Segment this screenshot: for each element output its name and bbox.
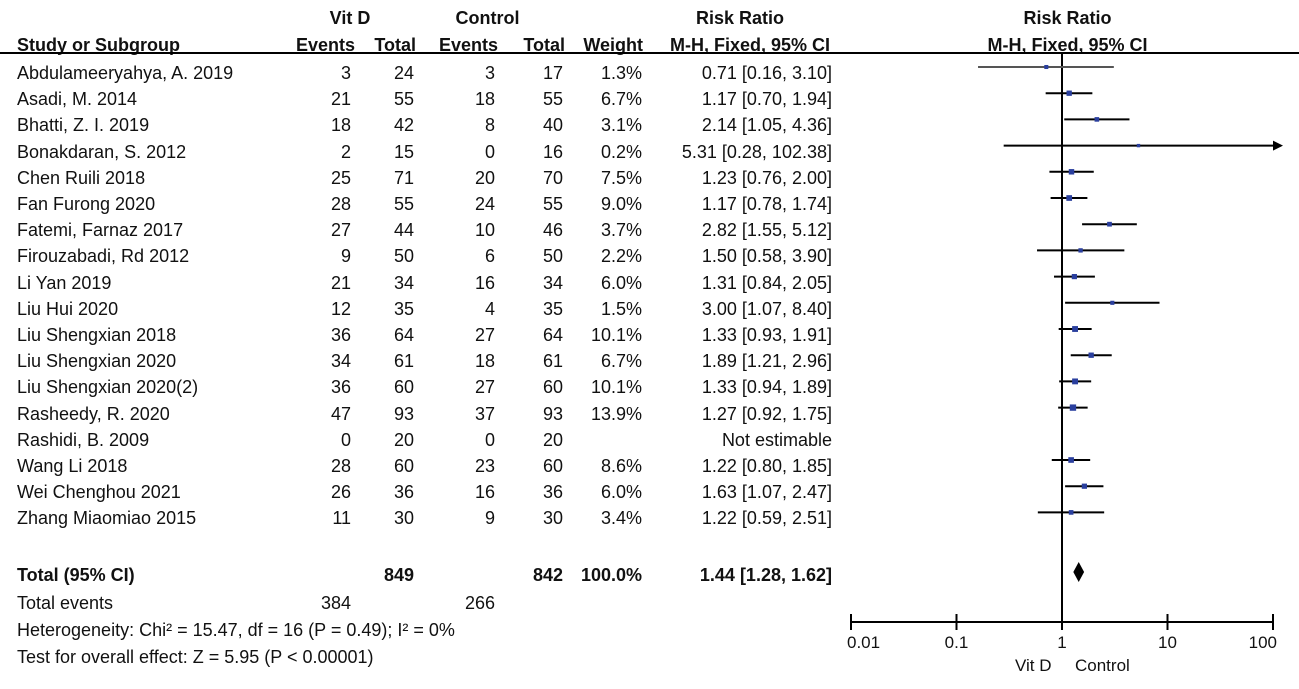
study-name: Liu Shengxian 2020(2) xyxy=(17,377,199,398)
weight: 13.9% xyxy=(590,403,642,424)
weight: 9.0% xyxy=(600,194,642,214)
events-vitd: 21 xyxy=(330,272,351,293)
effect-marker xyxy=(1072,378,1078,384)
group-header-vitd: Vit D xyxy=(329,8,371,28)
total-weight: 100.0% xyxy=(580,565,642,585)
risk-ratio-ci: Not estimable xyxy=(721,429,832,450)
study-name: Rasheedy, R. 2020 xyxy=(17,403,170,424)
group-header-control: Control xyxy=(455,8,520,28)
total-vitd: 60 xyxy=(393,456,414,476)
risk-ratio-ci: 1.23 [0.76, 2.00] xyxy=(701,167,832,188)
risk-ratio-ci: 2.82 [1.55, 5.12] xyxy=(701,220,832,241)
weight: 6.0% xyxy=(600,482,642,503)
total-control: 40 xyxy=(542,115,563,136)
group-header-risk-ratio-plot: Risk Ratio xyxy=(1023,8,1112,28)
events-control: 0 xyxy=(484,429,495,450)
overall-effect-text: Test for overall effect: Z = 5.95 (P < 0.00001) xyxy=(17,647,374,667)
effect-marker xyxy=(1068,457,1074,463)
events-vitd: 28 xyxy=(330,194,351,214)
events-vitd: 28 xyxy=(330,456,351,476)
effect-marker xyxy=(1066,195,1072,201)
effect-marker xyxy=(1044,65,1048,69)
total-control: 35 xyxy=(542,298,563,319)
events-control: 23 xyxy=(474,456,495,476)
effect-marker xyxy=(1095,117,1100,122)
weight: 10.1% xyxy=(590,377,642,398)
total-control: 55 xyxy=(542,194,563,214)
weight: 3.7% xyxy=(600,220,642,241)
study-name: Fatemi, Farnaz 2017 xyxy=(17,220,184,241)
events-vitd: 11 xyxy=(332,508,351,529)
events-control: 24 xyxy=(474,194,495,214)
axis-tick-label: 1 xyxy=(1057,633,1067,652)
effect-marker xyxy=(1089,353,1094,358)
favours-control-label: Control xyxy=(1075,656,1130,675)
events-control: 10 xyxy=(474,220,495,241)
weight: 6.7% xyxy=(600,351,642,372)
events-control: 18 xyxy=(474,351,495,372)
axis-tick-label: 10 xyxy=(1158,633,1177,652)
total-control: 34 xyxy=(542,272,563,293)
total-control: 16 xyxy=(542,141,563,162)
events-control: 37 xyxy=(474,403,495,424)
study-name: Bonakdaran, S. 2012 xyxy=(17,141,187,162)
study-name: Liu Shengxian 2020 xyxy=(17,351,177,372)
header-method-plot: M-H, Fixed, 95% CI xyxy=(987,35,1148,55)
total-vitd: 71 xyxy=(393,167,414,188)
risk-ratio-ci: 1.27 [0.92, 1.75] xyxy=(701,403,832,424)
total-ci: 1.44 [1.28, 1.62] xyxy=(699,565,832,585)
header-total-control: Total xyxy=(523,35,565,55)
total-control: 46 xyxy=(542,220,563,241)
effect-marker xyxy=(1110,301,1114,305)
events-vitd: 25 xyxy=(330,167,351,188)
study-name: Zhang Miaomiao 2015 xyxy=(17,508,197,529)
total-control: 70 xyxy=(542,167,563,188)
weight: 8.6% xyxy=(600,456,642,476)
events-control: 4 xyxy=(484,298,495,319)
total-label: Total (95% CI) xyxy=(17,565,135,585)
total-control: 17 xyxy=(542,63,563,83)
events-vitd: 36 xyxy=(330,325,351,345)
total-control: 55 xyxy=(542,89,563,110)
events-vitd: 3 xyxy=(340,63,351,83)
favours-vitd-label: Vit D xyxy=(1015,656,1052,675)
events-vitd: 34 xyxy=(330,351,351,372)
risk-ratio-ci: 1.89 [1.21, 2.96] xyxy=(701,351,832,372)
total-vitd: 35 xyxy=(393,298,414,319)
total-vitd: 55 xyxy=(393,194,414,214)
events-control: 27 xyxy=(474,377,495,398)
events-vitd: 47 xyxy=(330,403,351,424)
header-method-table: M-H, Fixed, 95% CI xyxy=(669,35,831,55)
total-vitd: 55 xyxy=(393,89,414,110)
events-vitd: 0 xyxy=(340,429,351,450)
total-vitd: 42 xyxy=(393,115,414,136)
total-vitd: 64 xyxy=(393,325,414,345)
axis-tick-label: 0.01 xyxy=(847,633,881,652)
effect-marker xyxy=(1069,169,1074,174)
effect-marker xyxy=(1067,91,1072,96)
risk-ratio-ci: 1.17 [0.70, 1.94] xyxy=(701,89,832,110)
study-name: Abdulameeryahya, A. 2019 xyxy=(17,63,234,83)
weight: 7.5% xyxy=(600,167,642,188)
events-control: 18 xyxy=(474,89,495,110)
study-name: Fan Furong 2020 xyxy=(17,194,156,214)
weight: 1.3% xyxy=(600,63,642,83)
total-vitd: 60 xyxy=(393,377,414,398)
total-control: 60 xyxy=(542,377,563,398)
total-control: 50 xyxy=(542,246,563,267)
total-vitd: 36 xyxy=(393,482,414,503)
group-header-risk-ratio-table: Risk Ratio xyxy=(695,8,785,28)
events-control: 0 xyxy=(484,141,495,162)
risk-ratio-ci: 1.63 [1.07, 2.47] xyxy=(701,482,832,503)
total-vitd: 24 xyxy=(393,63,414,83)
weight: 3.1% xyxy=(600,115,642,136)
total-vitd: 20 xyxy=(393,429,414,450)
total-control: 60 xyxy=(542,456,563,476)
risk-ratio-ci: 1.33 [0.93, 1.91] xyxy=(701,325,832,345)
total-control: 842 xyxy=(532,565,563,585)
effect-marker xyxy=(1072,326,1078,332)
weight: 3.4% xyxy=(600,508,642,529)
header-total-vitd: Total xyxy=(374,35,416,55)
events-control: 9 xyxy=(484,508,495,529)
study-name: Li Yan 2019 xyxy=(17,272,112,293)
events-control: 27 xyxy=(474,325,495,345)
total-vitd: 849 xyxy=(383,565,414,585)
study-name: Firouzabadi, Rd 2012 xyxy=(17,246,190,267)
study-name: Bhatti, Z. I. 2019 xyxy=(17,115,150,136)
weight: 0.2% xyxy=(600,141,642,162)
risk-ratio-ci: 2.14 [1.05, 4.36] xyxy=(701,115,832,136)
axis-tick-label: 100 xyxy=(1248,633,1277,652)
total-control: 20 xyxy=(542,429,563,450)
events-vitd: 27 xyxy=(330,220,351,241)
total-control: 30 xyxy=(542,508,563,529)
study-name: Chen Ruili 2018 xyxy=(17,167,146,188)
risk-ratio-ci: 1.22 [0.59, 2.51] xyxy=(701,508,832,529)
events-vitd: 2 xyxy=(340,141,351,162)
header-events-control: Events xyxy=(438,35,498,55)
events-vitd: 21 xyxy=(330,89,351,110)
header-weight: Weight xyxy=(583,35,643,55)
pooled-diamond xyxy=(1073,562,1084,582)
header-events-vitd: Events xyxy=(295,35,355,55)
heterogeneity-text: Heterogeneity: Chi² = 15.47, df = 16 (P = 0.49); I² = 0% xyxy=(17,620,455,640)
risk-ratio-ci: 1.33 [0.94, 1.89] xyxy=(701,377,832,398)
effect-marker xyxy=(1082,484,1087,489)
total-vitd: 50 xyxy=(393,246,414,267)
effect-marker xyxy=(1072,274,1077,279)
risk-ratio-ci: 1.17 [0.78, 1.74] xyxy=(701,194,832,214)
weight: 2.2% xyxy=(600,246,642,267)
total-control: 36 xyxy=(542,482,563,503)
events-vitd: 18 xyxy=(330,115,351,136)
total-events-vitd: 384 xyxy=(320,593,351,613)
header-study: Study or Subgroup xyxy=(17,35,180,55)
study-name: Liu Hui 2020 xyxy=(17,298,119,319)
risk-ratio-ci: 3.00 [1.07, 8.40] xyxy=(701,298,832,319)
total-vitd: 30 xyxy=(393,508,414,529)
total-events-label: Total events xyxy=(17,593,114,613)
study-name: Asadi, M. 2014 xyxy=(17,89,138,110)
effect-marker xyxy=(1107,222,1112,227)
total-vitd: 44 xyxy=(393,220,414,241)
risk-ratio-ci: 1.50 [0.58, 3.90] xyxy=(701,246,832,267)
axis-tick-label: 0.1 xyxy=(944,633,969,652)
events-control: 3 xyxy=(484,63,495,83)
study-name: Rashidi, B. 2009 xyxy=(17,429,150,450)
risk-ratio-ci: 1.22 [0.80, 1.85] xyxy=(701,456,832,476)
events-control: 16 xyxy=(474,272,495,293)
total-vitd: 61 xyxy=(393,351,414,372)
total-control: 64 xyxy=(542,325,563,345)
total-vitd: 93 xyxy=(393,403,414,424)
effect-marker xyxy=(1070,404,1076,410)
effect-marker xyxy=(1069,510,1074,515)
effect-marker xyxy=(1137,144,1140,147)
total-control: 93 xyxy=(542,403,563,424)
weight: 1.5% xyxy=(600,298,642,319)
events-control: 16 xyxy=(474,482,495,503)
events-vitd: 26 xyxy=(330,482,351,503)
weight: 10.1% xyxy=(590,325,642,345)
total-events-control: 266 xyxy=(464,593,495,613)
events-vitd: 12 xyxy=(330,298,351,319)
total-vitd: 15 xyxy=(393,141,414,162)
events-vitd: 36 xyxy=(330,377,351,398)
ci-arrow xyxy=(1273,141,1283,151)
risk-ratio-ci: 0.71 [0.16, 3.10] xyxy=(701,63,832,83)
study-name: Wei Chenghou 2021 xyxy=(17,482,181,503)
study-name: Liu Shengxian 2018 xyxy=(17,325,177,345)
study-name: Wang Li 2018 xyxy=(17,456,128,476)
effect-marker xyxy=(1078,248,1082,252)
events-control: 20 xyxy=(474,167,495,188)
risk-ratio-ci: 5.31 [0.28, 102.38] xyxy=(681,141,832,162)
risk-ratio-ci: 1.31 [0.84, 2.05] xyxy=(701,272,832,293)
weight: 6.7% xyxy=(600,89,642,110)
events-control: 8 xyxy=(484,115,495,136)
weight: 6.0% xyxy=(600,272,642,293)
total-control: 61 xyxy=(542,351,563,372)
events-vitd: 9 xyxy=(340,246,351,267)
total-vitd: 34 xyxy=(393,272,414,293)
events-control: 6 xyxy=(484,246,495,267)
